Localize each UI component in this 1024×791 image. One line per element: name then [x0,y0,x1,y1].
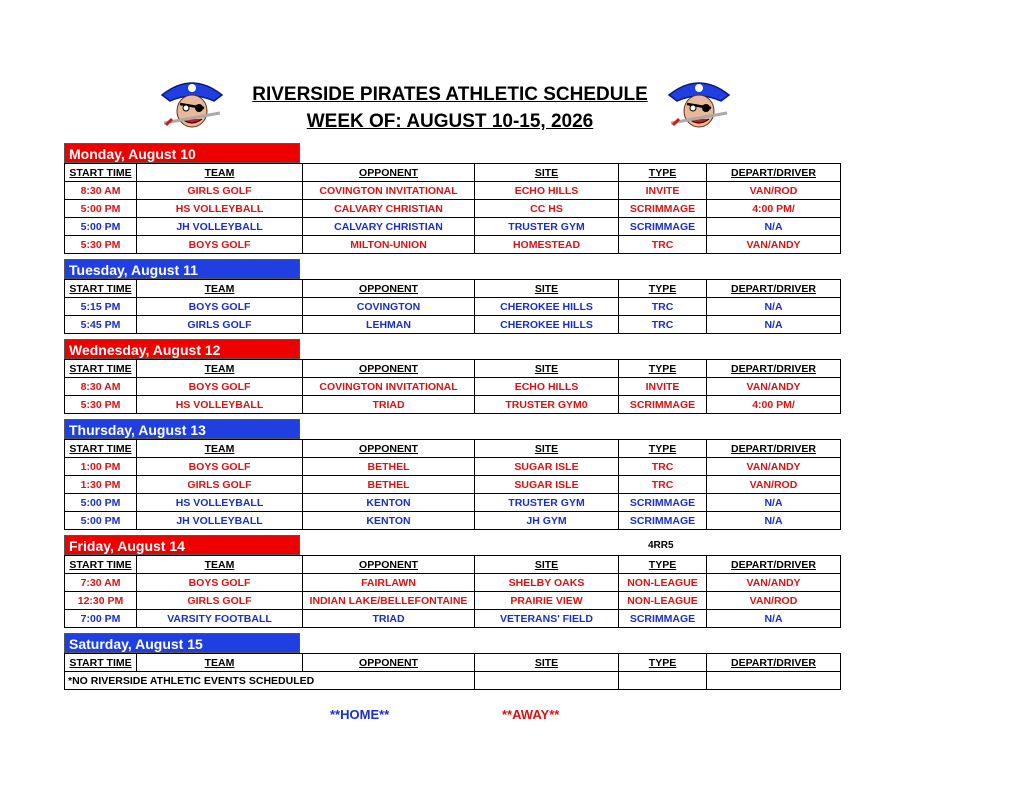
day-heading: Saturday, August 15 [64,633,300,653]
cell-time: 1:00 PM [65,458,137,476]
day-heading: Friday, August 14 [64,535,300,555]
cell-type: SCRIMMAGE [619,200,707,218]
table-row [65,592,841,610]
cell-type: SCRIMMAGE [619,512,707,530]
day-heading: Thursday, August 13 [64,419,300,439]
cell-type: NON-LEAGUE [619,592,707,610]
cell-opponent: KENTON [303,512,475,530]
cell-driver: VAN/ANDY [707,458,841,476]
day-heading: Tuesday, August 11 [64,259,300,279]
cell-site: VETERANS' FIELD [475,610,619,628]
cell-time: 1:30 PM [65,476,137,494]
column-header: TEAM [137,440,303,458]
cell-type: TRC [619,476,707,494]
cell-site: HOMESTEAD [475,236,619,254]
cell-opponent: CALVARY CHRISTIAN [303,218,475,236]
column-header: DEPART/DRIVER [707,556,841,574]
day-section [64,143,842,254]
schedule-table [64,163,841,254]
cell-opponent: INDIAN LAKE/BELLEFONTAINE [303,592,475,610]
cell-type: SCRIMMAGE [619,396,707,414]
cell-team: GIRLS GOLF [137,316,303,334]
table-row [65,396,841,414]
cell-driver: VAN/ANDY [707,378,841,396]
table-header-row [65,440,841,458]
day-section [64,633,842,690]
cell-driver: 4:00 PM/ [707,396,841,414]
column-header: TYPE [619,280,707,298]
day-header-bar [64,259,842,279]
column-header: TYPE [619,654,707,672]
table-row [65,610,841,628]
table-row [65,512,841,530]
empty-cell [619,672,707,690]
cell-time: 8:30 AM [65,182,137,200]
table-row [65,200,841,218]
cell-driver: N/A [707,494,841,512]
empty-cell [707,672,841,690]
cell-site: CHEROKEE HILLS [475,316,619,334]
column-header: TEAM [137,654,303,672]
cell-driver: VAN/ROD [707,182,841,200]
day-section [64,259,842,334]
column-header: START TIME [65,654,137,672]
day-note [300,143,842,163]
cell-driver: N/A [707,298,841,316]
schedule-table [64,279,841,334]
column-header: START TIME [65,280,137,298]
table-row [65,378,841,396]
cell-team: JH VOLLEYBALL [137,218,303,236]
column-header: START TIME [65,440,137,458]
day-header-bar [64,419,842,439]
cell-time: 7:00 PM [65,610,137,628]
cell-team: BOYS GOLF [137,298,303,316]
column-header: SITE [475,164,619,182]
table-row [65,672,841,690]
pirate-mascot-icon [158,73,226,135]
schedule-table [64,653,841,690]
column-header: TEAM [137,360,303,378]
legend-home: **HOME** [330,707,390,722]
schedule-table [64,359,841,414]
cell-team: BOYS GOLF [137,458,303,476]
cell-opponent: COVINGTON INVITATIONAL [303,378,475,396]
column-header: OPPONENT [303,556,475,574]
day-note [300,259,842,279]
column-header: OPPONENT [303,164,475,182]
schedule-table [64,439,841,530]
cell-time: 5:00 PM [65,512,137,530]
cell-site: CHEROKEE HILLS [475,298,619,316]
column-header: SITE [475,440,619,458]
column-header: OPPONENT [303,654,475,672]
cell-site: TRUSTER GYM [475,494,619,512]
cell-driver: N/A [707,512,841,530]
column-header: TEAM [137,164,303,182]
column-header: OPPONENT [303,360,475,378]
cell-site: ECHO HILLS [475,378,619,396]
cell-driver: N/A [707,218,841,236]
day-note [300,339,842,359]
column-header: SITE [475,654,619,672]
day-section [64,339,842,414]
day-header-bar [64,143,842,163]
cell-time: 5:00 PM [65,494,137,512]
cell-type: SCRIMMAGE [619,610,707,628]
column-header: SITE [475,280,619,298]
cell-opponent: TRIAD [303,396,475,414]
table-row [65,298,841,316]
cell-time: 12:30 PM [65,592,137,610]
column-header: START TIME [65,164,137,182]
cell-team: HS VOLLEYBALL [137,494,303,512]
empty-cell [475,672,619,690]
day-note-text: 4RR5 [648,540,674,551]
cell-site: PRAIRIE VIEW [475,592,619,610]
cell-site: SUGAR ISLE [475,458,619,476]
cell-team: HS VOLLEYBALL [137,200,303,218]
table-row [65,458,841,476]
column-header: START TIME [65,556,137,574]
cell-opponent: BETHEL [303,476,475,494]
cell-opponent: COVINGTON [303,298,475,316]
pirate-mascot-icon [665,73,733,135]
legend-away: **AWAY** [502,707,560,722]
cell-opponent: FAIRLAWN [303,574,475,592]
cell-type: TRC [619,458,707,476]
cell-type: INVITE [619,182,707,200]
column-header: DEPART/DRIVER [707,440,841,458]
table-row [65,316,841,334]
table-header-row [65,654,841,672]
schedule-title: RIVERSIDE PIRATES ATHLETIC SCHEDULE [252,84,648,105]
day-note [300,535,842,555]
column-header: DEPART/DRIVER [707,280,841,298]
cell-opponent: KENTON [303,494,475,512]
cell-time: 5:45 PM [65,316,137,334]
cell-type: TRC [619,236,707,254]
schedule-table [64,555,841,628]
table-header-row [65,556,841,574]
column-header: DEPART/DRIVER [707,360,841,378]
cell-site: CC HS [475,200,619,218]
day-heading: Monday, August 10 [64,143,300,163]
cell-site: JH GYM [475,512,619,530]
cell-team: HS VOLLEYBALL [137,396,303,414]
cell-type: INVITE [619,378,707,396]
cell-type: TRC [619,298,707,316]
column-header: TEAM [137,556,303,574]
column-header: TYPE [619,556,707,574]
schedule-week: WEEK OF: AUGUST 10-15, 2026 [306,111,594,132]
column-header: OPPONENT [303,440,475,458]
cell-type: NON-LEAGUE [619,574,707,592]
cell-type: SCRIMMAGE [619,494,707,512]
cell-driver: VAN/ROD [707,476,841,494]
table-header-row [65,164,841,182]
day-section [64,535,842,628]
cell-team: JH VOLLEYBALL [137,512,303,530]
cell-site: TRUSTER GYM [475,218,619,236]
cell-driver: VAN/ANDY [707,236,841,254]
column-header: DEPART/DRIVER [707,654,841,672]
cell-type: TRC [619,316,707,334]
table-header-row [65,280,841,298]
cell-team: BOYS GOLF [137,378,303,396]
cell-time: 5:15 PM [65,298,137,316]
cell-team: BOYS GOLF [137,574,303,592]
cell-site: SHELBY OAKS [475,574,619,592]
table-row [65,218,841,236]
table-row [65,574,841,592]
cell-site: ECHO HILLS [475,182,619,200]
table-row [65,476,841,494]
cell-type: SCRIMMAGE [619,218,707,236]
day-note [300,633,842,653]
day-heading: Wednesday, August 12 [64,339,300,359]
no-events-note: *NO RIVERSIDE ATHLETIC EVENTS SCHEDULED [65,672,475,690]
cell-driver: N/A [707,316,841,334]
table-row [65,494,841,512]
day-header-bar [64,339,842,359]
cell-driver: N/A [707,610,841,628]
day-note [300,419,842,439]
cell-driver: 4:00 PM/ [707,200,841,218]
cell-time: 5:00 PM [65,218,137,236]
column-header: SITE [475,360,619,378]
cell-time: 8:30 AM [65,378,137,396]
cell-team: GIRLS GOLF [137,476,303,494]
cell-driver: VAN/ANDY [707,574,841,592]
cell-team: GIRLS GOLF [137,182,303,200]
cell-time: 5:30 PM [65,236,137,254]
cell-opponent: CALVARY CHRISTIAN [303,200,475,218]
column-header: TYPE [619,164,707,182]
table-row [65,236,841,254]
cell-time: 7:30 AM [65,574,137,592]
column-header: TEAM [137,280,303,298]
cell-opponent: LEHMAN [303,316,475,334]
cell-team: VARSITY FOOTBALL [137,610,303,628]
day-header-bar [64,633,842,653]
cell-driver: VAN/ROD [707,592,841,610]
cell-opponent: TRIAD [303,610,475,628]
day-section [64,419,842,530]
schedule-days [64,143,842,695]
cell-opponent: BETHEL [303,458,475,476]
column-header: OPPONENT [303,280,475,298]
column-header: TYPE [619,360,707,378]
cell-site: SUGAR ISLE [475,476,619,494]
column-header: SITE [475,556,619,574]
column-header: TYPE [619,440,707,458]
cell-opponent: MILTON-UNION [303,236,475,254]
day-header-bar [64,535,842,555]
cell-team: BOYS GOLF [137,236,303,254]
column-header: START TIME [65,360,137,378]
cell-time: 5:00 PM [65,200,137,218]
table-row [65,182,841,200]
cell-team: GIRLS GOLF [137,592,303,610]
column-header: DEPART/DRIVER [707,164,841,182]
cell-opponent: COVINGTON INVITATIONAL [303,182,475,200]
table-header-row [65,360,841,378]
cell-site: TRUSTER GYM0 [475,396,619,414]
cell-time: 5:30 PM [65,396,137,414]
